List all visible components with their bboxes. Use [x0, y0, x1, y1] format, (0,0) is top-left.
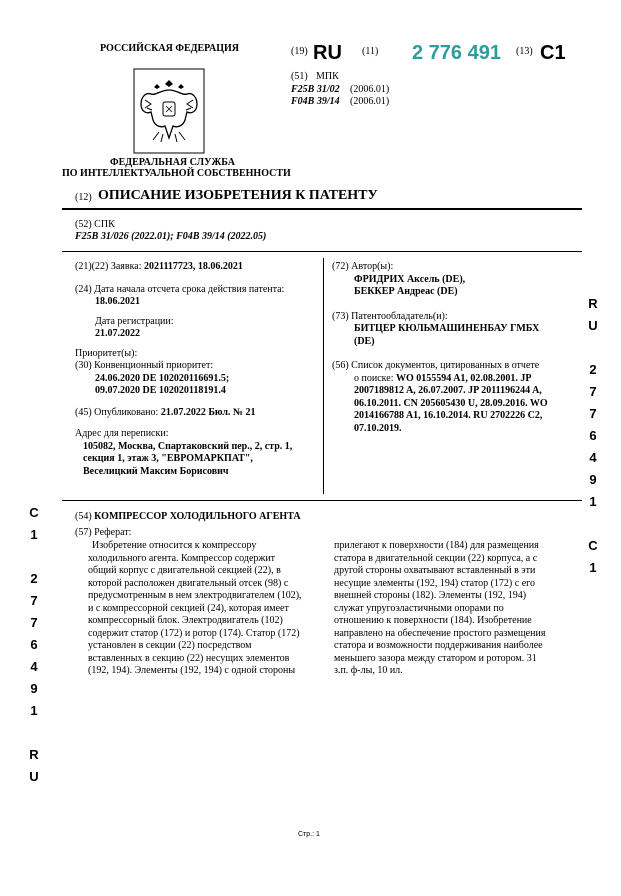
invention-rule — [62, 500, 582, 501]
mpk-class-1: F25B 31/02 — [291, 84, 340, 95]
mpk-version-2: (2006.01) — [350, 96, 390, 107]
right-margin-patent-id: R U 2 7 7 6 4 9 1 C 1 — [588, 296, 598, 575]
code-19: (19) — [291, 46, 308, 57]
spk-rule — [62, 251, 582, 252]
coat-of-arms-emblem — [133, 68, 205, 154]
spk-value: F25B 31/026 (2022.01); F04B 39/14 (2022.05) — [75, 231, 267, 242]
mpk-version-1: (2006.01) — [350, 84, 390, 95]
agency-line2: ПО ИНТЕЛЛЕКТУАЛЬНОЙ СОБСТВЕННОСТИ — [62, 168, 291, 179]
code-11: (11) — [362, 46, 379, 57]
mpk-label: МПК — [316, 71, 339, 82]
kind-code: C1 — [540, 42, 566, 64]
title-rule — [62, 208, 582, 210]
abstract-left-column: Изобретение относится к компрессору холодильного агента. Компрессор содержит общий корпус с двигательной секцией (22), в которой расположен двигательный отсек (98) с предусмотренным в нем электродвигателем (102), и с компрессорной секцией (24), которая имеет компрессорный блок. Электродвигатель (102) содержит статор (172) и ротор (174). Статор (172) установлен в секции (22) посредством вставленных в секцию (22) несущих элементов (192, 194). Элементы (192, 194) с одной стороны — [88, 540, 302, 676]
country-code: RU — [313, 42, 342, 64]
left-margin-patent-id: C 1 2 7 7 6 4 9 1 R U — [29, 505, 39, 784]
patent-number: 2 776 491 — [412, 42, 501, 64]
document-title: ОПИСАНИЕ ИЗОБРЕТЕНИЯ К ПАТЕНТУ — [98, 188, 378, 203]
mpk-class-2: F04B 39/14 — [291, 96, 340, 107]
column-divider — [323, 258, 324, 494]
code-13: (13) — [516, 46, 533, 57]
title-code: (12) — [75, 192, 92, 203]
spk-code-label: (52) СПК — [75, 219, 115, 230]
code-51: (51) — [291, 71, 308, 82]
right-biblio: (72) Автор(ы): ФРИДРИХ Аксель (DE), БЕККЕР Андреас (DE) (73) Патентообладатель(и): БИТЦЕР КЮЛЬМАШИНЕНБАУ ГМБХ (DE) (56) Список документов, цитированных в отчете о поиске: WO 0155594 A1, 02.08.2001. JP 2007189812 A, 26.07.2007. JP 2011196244 A, 06.10.2011. CN 205605430 U, 28.09.2016. WO 2014166788 A1, 16.10.2014. RU 2702226 C2, 07.10.2019. — [332, 261, 548, 434]
agency-line1: ФЕДЕРАЛЬНАЯ СЛУЖБА — [110, 157, 235, 168]
country-name: РОССИЙСКАЯ ФЕДЕРАЦИЯ — [100, 43, 240, 54]
abstract-right-column: прилегают к поверхности (184) для размещения статора в двигательной секции (22) корпуса, а с другой стороны охватывают вставленный в эти несущие элементы (192, 194) статор (172) с его внешней стороны (182). Элементы (192, 194) служат упругоэластичными опорами по отношению к поверхности (184). Изобретение направлено на обеспечение простого размещения статора и возможности поддерживания наиболее меньшего зазора между статором и ротором. 31 з.п. ф-лы, 10 ил. — [334, 540, 546, 676]
page-number: Стр.: 1 — [298, 831, 320, 838]
abstract-label: (57) Реферат: — [75, 527, 132, 538]
invention-title: (54) КОМПРЕССОР ХОЛОДИЛЬНОГО АГЕНТА — [75, 511, 301, 522]
left-biblio: (21)(22) Заявка: 2021117723, 18.06.2021 (24) Дата начала отсчета срока действия патента: 18.06.2021 Дата регистрации: 21.07.2022 Приоритет(ы): (30) Конвенционный приоритет: 24.06.2020 DE 102020116691.5; 09.07.2020 DE 102020118191.4 (45) Опубликовано: 21.07.2022 Бюл. № 21 Адрес для переписки: 105082, Москва, Спартаковский пер., 2, стр. 1, секция 1, этаж 3, "ЕВРОМАРКПАТ", Веселицкий Максим Борисович — [75, 261, 293, 477]
